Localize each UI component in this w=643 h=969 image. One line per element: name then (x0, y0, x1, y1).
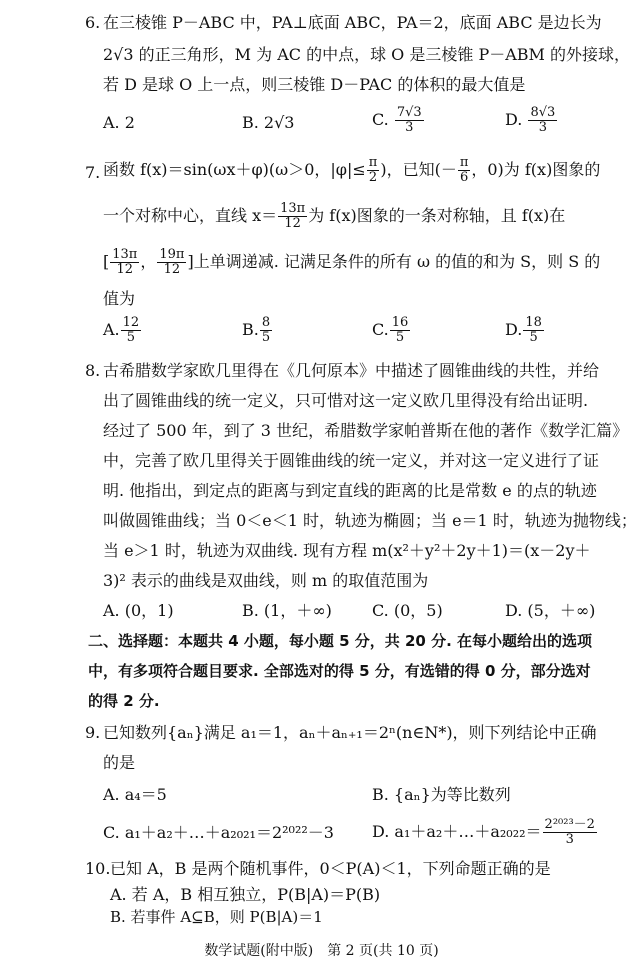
fraction (121, 316, 142, 345)
question-8-line-7: 当 e＞1 时，轨迹为双曲线. 现有方程 m(x²＋y²＋2y＋1)＝(x－2y＋ (103, 541, 591, 560)
denominator: 5 (395, 330, 405, 345)
numerator: 13π (112, 247, 138, 262)
question-8-line-3: 经过了 500 年，到了 3 世纪，希腊数学家帕普斯在他的著作《数学汇篇》 (103, 421, 629, 440)
section-2-heading-line-3: 的得 2 分. (88, 692, 160, 710)
numerator: 2²⁰²³－2 (544, 817, 595, 832)
fraction (278, 202, 307, 231)
question-10-number: 10. (85, 859, 111, 878)
question-7-line-1 (103, 156, 600, 185)
option-label: C. (372, 110, 389, 129)
numerator: π (368, 155, 378, 170)
fraction (157, 248, 186, 277)
denominator: 3 (405, 120, 414, 135)
question-7-option-d (505, 316, 545, 345)
text-segment: 一个对称中心，直线 x＝ (103, 206, 278, 225)
text-segment: ，0)为 f(x)图象的 (471, 160, 601, 179)
numerator: π (459, 155, 469, 170)
question-8-line-1: 古希腊数学家欧几里得在《几何原本》中描述了圆锥曲线的共性，并给 (103, 361, 600, 380)
question-8-line-5: 明. 他指出，到定点的距离与到定直线的距离的比是常数 e 的点的轨迹 (103, 481, 597, 500)
question-6-line-1: 在三棱锥 P－ABC 中，PA⊥底面 ABC，PA＝2，底面 ABC 是边长为 (103, 13, 602, 32)
text-segment: 函数 f(x)＝sin(ωx＋φ)(ω＞0，|φ|≤ (103, 160, 366, 179)
question-7-option-b (242, 316, 273, 345)
numerator: 13π (280, 201, 306, 216)
question-10-option-a: A. 若 A，B 相互独立，P(B|A)＝P(B) (110, 885, 381, 904)
question-9-line-1: 已知数列{aₙ}满足 a₁＝1，aₙ＋aₙ₊₁＝2ⁿ(n∈N*)，则下列结论中正确 (103, 723, 597, 742)
section-2-heading-line-2: 中，有多项符合题目要求. 全部选对的得 5 分，有选错的得 0 分，部分选对 (88, 662, 591, 680)
section-2-heading-line-1: 二、选择题：本题共 4 小题，每小题 5 分，共 20 分. 在每小题给出的选项 (88, 632, 593, 650)
text-segment: 为 f(x)图象的一条对称轴，且 f(x)在 (308, 206, 566, 225)
question-6-option-d (505, 106, 558, 135)
question-7-number: 7. (85, 163, 101, 182)
question-8-line-8: 3)² 表示的曲线是双曲线，则 m 的取值范围为 (103, 571, 429, 590)
question-9-number: 9. (85, 723, 101, 742)
question-8-number: 8. (85, 361, 101, 380)
fraction (395, 106, 424, 135)
denominator: 12 (116, 262, 134, 277)
question-6-number: 6. (85, 13, 101, 32)
option-label: B. (242, 320, 259, 339)
question-8-line-2: 出了圆锥曲线的统一定义，只可惜对这一定义欧几里得没有给出证明. (103, 391, 589, 410)
numerator: 8√3 (530, 105, 556, 120)
question-10-option-b: B. 若事件 A⊆B，则 P(B|A)＝1 (110, 908, 323, 926)
fraction (528, 106, 557, 135)
fraction (390, 316, 411, 345)
denominator: 3 (538, 120, 547, 135)
question-7-line-4: 值为 (103, 289, 136, 308)
numerator: 19π (159, 247, 185, 262)
option-label: D. a₁＋a₂＋…＋a₂₀₂₂＝ (372, 822, 542, 841)
question-7-line-2 (103, 202, 565, 231)
question-10-line-1: 已知 A，B 是两个随机事件，0＜P(A)＜1，下列命题正确的是 (110, 859, 551, 878)
question-9-option-d (372, 818, 598, 847)
denominator: 12 (284, 216, 301, 231)
denominator: 5 (126, 330, 136, 345)
numerator: 8 (261, 315, 271, 330)
question-7-option-c (372, 316, 411, 345)
question-8-line-6: 叫做圆锥曲线；当 0＜e＜1 时，轨迹为椭圆；当 e＝1 时，轨迹为抛物线； (103, 511, 637, 530)
numerator: 18 (525, 315, 542, 330)
fraction (458, 156, 471, 185)
fraction (110, 248, 139, 277)
text-segment: ， (140, 252, 157, 271)
numerator: 12 (122, 315, 140, 330)
denominator: 12 (163, 262, 181, 277)
question-6-option-a: A. 2 (103, 113, 135, 132)
question-6-option-b: B. 2√3 (242, 113, 295, 132)
question-8-option-c: C. (0，5) (372, 601, 443, 620)
question-7-line-3 (103, 248, 600, 277)
question-8-option-b: B. (1，＋∞) (242, 601, 332, 620)
option-label: A. (103, 320, 120, 339)
question-8-line-4: 中，完善了欧几里得关于圆锥曲线的统一定义，并对这一定义进行了证 (103, 451, 600, 470)
question-7-option-a (103, 316, 142, 345)
question-6-line-3: 若 D 是球 O 上一点，则三棱锥 D－PAC 的体积的最大值是 (103, 75, 526, 94)
question-9-line-2: 的是 (103, 753, 136, 772)
fraction (523, 316, 544, 345)
option-label: D. (505, 320, 523, 339)
fraction (543, 818, 597, 847)
denominator: 3 (565, 832, 574, 847)
fraction (260, 316, 272, 345)
question-9-option-a: A. a₄＝5 (103, 785, 167, 804)
question-9-option-c: C. a₁＋a₂＋…＋a₂₀₂₁＝2²⁰²²－3 (103, 823, 334, 842)
denominator: 5 (529, 330, 538, 345)
question-6-option-c (372, 106, 425, 135)
numerator: 16 (391, 315, 409, 330)
text-segment: ]上单调递减. 记满足条件的所有 ω 的值的和为 S，则 S 的 (187, 252, 601, 271)
text-segment: )，已知(－ (380, 160, 457, 179)
numerator: 7√3 (396, 105, 422, 120)
question-8-option-d: D. (5，＋∞) (505, 601, 596, 620)
denominator: 2 (368, 170, 378, 185)
question-8-option-a: A. (0，1) (103, 601, 174, 620)
question-6-line-2: 2√3 的正三角形，M 为 AC 的中点，球 O 是三棱锥 P－ABM 的外接球， (103, 45, 631, 64)
denominator: 5 (261, 330, 271, 345)
fraction (367, 156, 380, 185)
text-segment: [ (103, 252, 110, 271)
denominator: 6 (459, 170, 469, 185)
page-footer: 数学试题(附中版) 第 2 页(共 10 页) (204, 943, 439, 959)
option-label: D. (505, 110, 523, 129)
question-9-option-b: B. {aₙ}为等比数列 (372, 785, 511, 804)
option-label: C. (372, 320, 389, 339)
